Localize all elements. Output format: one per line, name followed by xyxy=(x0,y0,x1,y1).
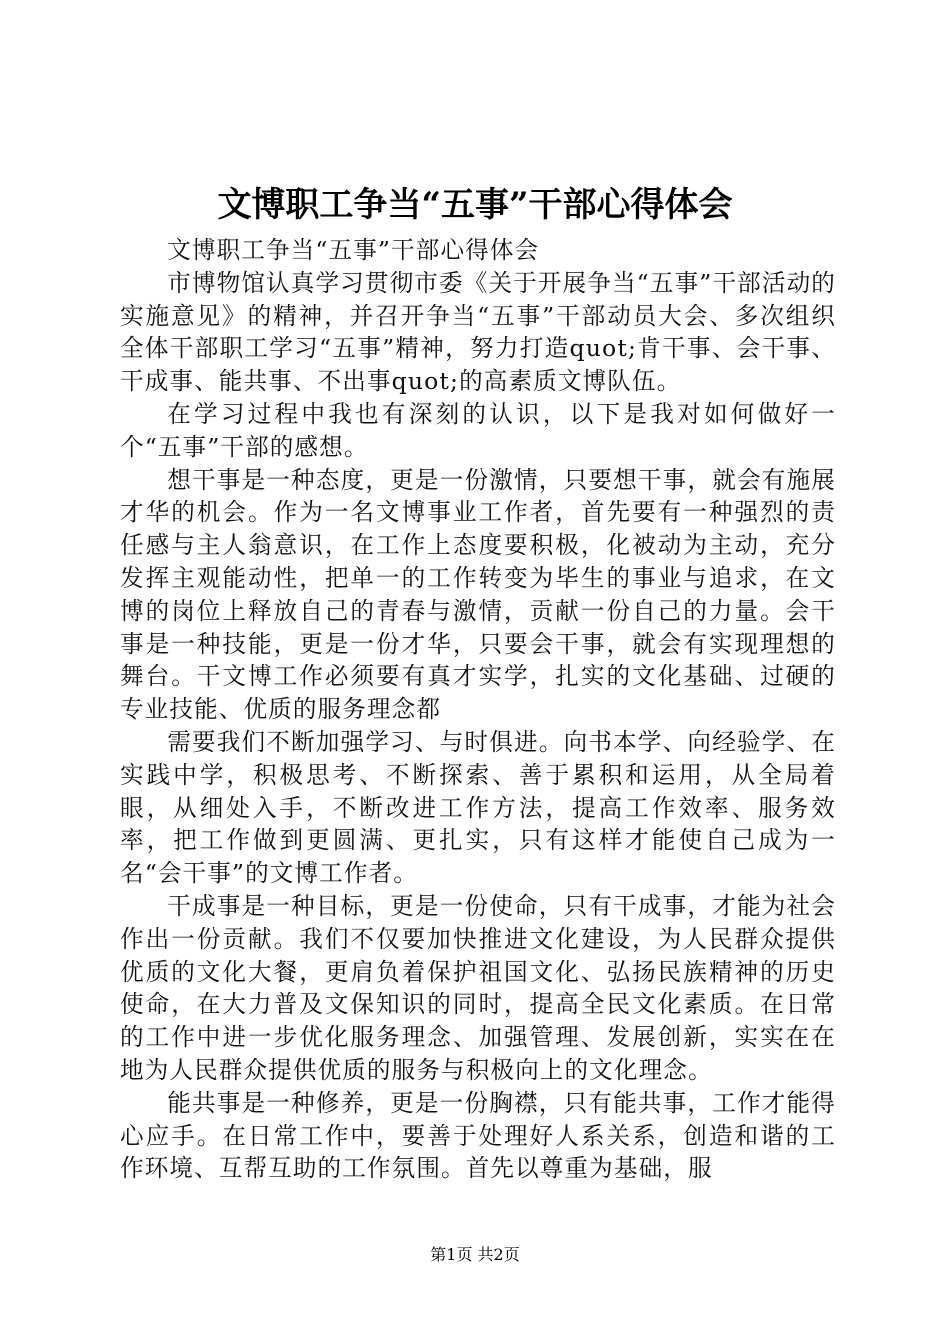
paragraph: 市博物馆认真学习贯彻市委《关于开展争当“五事”干部活动的实施意见》的精神，并召开争当“五事”干部动员大会、多次组织全体干部职工学习“五事”精神，努力打造quot;肯干事、会干事、干成事、能共事、不出事quot;的高素质文博队伍。 xyxy=(120,268,836,396)
paragraph-subtitle: 文博职工争当“五事”干部心得体会 xyxy=(167,236,540,264)
paragraph: 想干事是一种态度，更是一份激情，只要想干事，就会有施展才华的机会。作为一名文博事业工作者，首先要有一种强烈的责任感与主人翁意识，在工作上态度要积极，化被动为主动，充分发挥主观能动性，把单一的工作转变为毕生的事业与追求，在文博的岗位上释放自己的青春与激情，贡献一份自己的力量。会干事是一种技能，更是一份才华，只要会干事，就会有实现理想的舞台。干文博工作必须要有真才实学，扎实的文化基础、过硬的专业技能、优质的服务理念都 xyxy=(120,465,836,724)
paragraph: 在学习过程中我也有深刻的认识，以下是我对如何做好一个“五事”干部的感想。 xyxy=(120,399,836,461)
page-number-label: 第1页 共2页 xyxy=(430,1245,520,1264)
document-body xyxy=(120,234,836,1185)
paragraph: 需要我们不断加强学习、与时俱进。向书本学、向经验学、在实践中学，积极思考、不断探索、善于累积和运用，从全局着眼，从细处入手，不断改进工作方法，提高工作效率、服务效率，把工作做到更圆满、更扎实，只有这样才能使自己成为一名“会干事”的文博工作者。 xyxy=(120,727,836,888)
paragraph: 能共事是一种修养，更是一份胸襟，只有能共事，工作才能得心应手。在日常工作中，要善于处理好人系关系，创造和谐的工作环境、互帮互助的工作氛围。首先以尊重为基础，服 xyxy=(120,1088,836,1183)
document-title: 文博职工争当“五事”干部心得体会 xyxy=(217,185,733,225)
page-footer xyxy=(0,1244,950,1266)
paragraph: 干成事是一种目标，更是一份使命，只有干成事，才能为社会作出一份贡献。我们不仅要加快推进文化建设，为人民群众提供优质的文化大餐，更肩负着保护祖国文化、弘扬民族精神的历史使命，在大力普及文保知识的同时，提高全民文化素质。在日常的工作中进一步优化服务理念、加强管理、发展创新，实实在在地为人民群众提供优质的服务与积极向上的文化理念。 xyxy=(120,891,836,1084)
